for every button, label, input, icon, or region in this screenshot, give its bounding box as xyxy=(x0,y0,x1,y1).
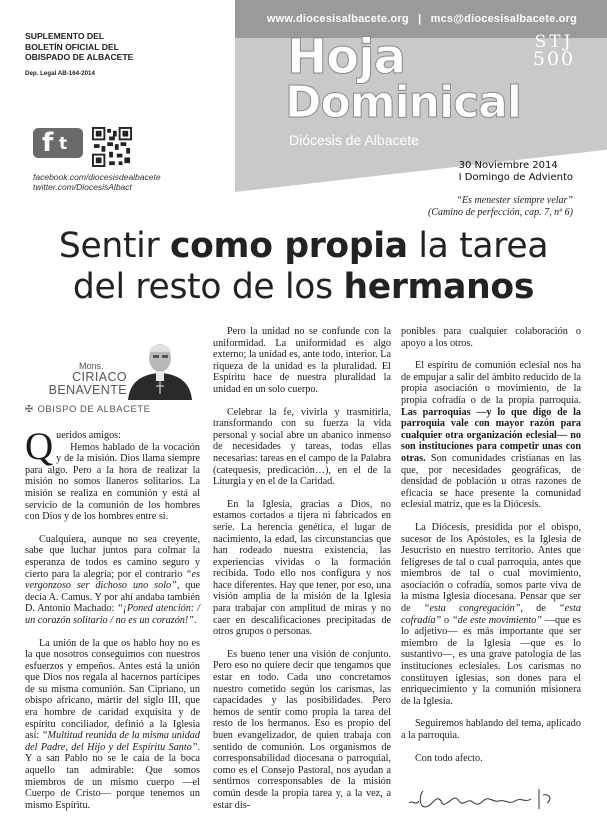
greeting-paragraph xyxy=(25,425,200,523)
paragraph-italic: “es vergonzoso ser dichoso uno solo” xyxy=(25,568,200,592)
teresa-quote xyxy=(428,195,573,219)
article-column-3 xyxy=(401,326,581,775)
author-prefix: Mons. xyxy=(79,361,104,371)
website-link[interactable]: www.diocesisalbacete.org xyxy=(266,13,409,25)
paragraph-text: La unión de la que os hablo hoy no es la que nosotros conseguimos con nuestros esfuerzos y empeños. Antes está la unión que Dios nos regala al hacernos partícipes de su misma comunión. San Cipriano, un obispo africano, mártir del siglo III, que era hombre de caridad exquisita y de espíritu conciliador, definió a la Iglesia así: xyxy=(25,637,200,742)
paragraph: ponibles para cualquier colaboración o apoyo a los otros. xyxy=(401,326,581,349)
headline-part: Sentir xyxy=(58,226,170,266)
paragraph xyxy=(25,534,200,627)
twitter-icon[interactable]: t xyxy=(59,134,68,154)
paragraph-text: Son comunidades cristianas en las que, por necesidades geográficas, de densidad de población u otras razones de eficacia se hace presente la comunidad eclesial matriz, que es la Diócesis. xyxy=(401,452,581,511)
paragraph-text: . xyxy=(193,614,197,626)
paragraph xyxy=(401,522,581,708)
paragraph-text: —que es lo adjetivo— es más importante que ser miembro de la Iglesia —que es lo sustantivo—, es una grave patología de las instituciones eclesiales. Los carismas no constituyen iglesias, son dones para el enriquecimiento y la comunión misionera de la Iglesia. xyxy=(401,614,581,707)
headline-line-2 xyxy=(10,267,597,308)
author-first-name: CIRIACO xyxy=(72,370,127,384)
supplement-block xyxy=(25,31,225,79)
supplement-line-3: OBISPADO DE ALBACETE xyxy=(25,52,134,62)
author-role xyxy=(25,404,200,415)
article-column-1 xyxy=(25,425,200,822)
paragraph-text: . Y a san Pablo no se le caía de la boca aquello tan admirable: Que somos miembros de un mismo cuerpo —el Cuerpo de Cristo— porque tenemos un mismo Espíritu. xyxy=(25,741,200,811)
bishop-photo xyxy=(120,336,200,400)
signature xyxy=(405,785,575,811)
drop-cap: Q xyxy=(25,425,54,468)
twitter-link[interactable]: twitter.com/DiocesisAlbact xyxy=(33,182,132,192)
stj-logo-number: 500 xyxy=(532,48,576,70)
paragraph: Con todo afecto. xyxy=(415,752,483,764)
top-links xyxy=(267,13,577,25)
paragraph: Celebrar la fe, vivirla y trasmitirla, transformando con su fuerza la vida personal y social abre un abanico inmenso de necesidades y tareas, todas ellas necesarias: tareas en el campo de la Palabra (catequesis, predicación…), en el de la Liturgia y en el de la Caridad. xyxy=(213,406,391,488)
paragraph-text: , de xyxy=(520,603,559,615)
author-name xyxy=(47,371,127,397)
legal-deposit: Dep. Legal AB-164-2014 xyxy=(25,69,95,77)
link-separator: | xyxy=(418,13,422,25)
qr-code-icon xyxy=(91,127,133,167)
paragraph-text: o xyxy=(441,614,452,626)
greeting-text: ueridos amigos: xyxy=(56,430,121,441)
stj-500-logo xyxy=(524,34,584,68)
author-role-text: OBISPO DE ALBACETE xyxy=(37,404,151,415)
author-last-name: BENAVENTE xyxy=(48,383,127,397)
paragraph xyxy=(25,638,200,812)
quote-text: “Es menester siempre velar” xyxy=(456,195,573,206)
paragraph-text: El espíritu de comunión eclesial nos ha de empujar a salir del ámbito reducido de la propia asociación o movimiento, de la propia cofradía o de la propia parroquia. xyxy=(401,360,581,406)
masthead-title-hoja: Hoja xyxy=(287,29,405,85)
paragraph-text: , que decía A. Camus. Y por ahí andaba también D. Antonio Machado: xyxy=(25,580,200,615)
paragraph-text: Hemos hablado de la vocación y de la misión. Dios llama siempre para algo. Pero a la hora de realizar la misión no somos llaneros solitarios. La misión se realiza en comunión y está al servicio de la comunión de los hombres con Dios y de los hombres entre sí. xyxy=(25,441,200,523)
email-link[interactable]: mcs@diocesisalbacete.org xyxy=(430,13,577,25)
quote-source: (Camino de perfección, cap. 7, nº 6) xyxy=(427,207,573,218)
paragraph-italic: “esta congregación” xyxy=(423,603,521,615)
paragraph: Seguiremos hablando del tema, aplicado a la parroquia. xyxy=(401,718,581,741)
paragraph-text: Cualquiera, aunque no sea creyente, sabe que luchar juntos para colmar la esperanza de todos es camino seguro y cierto para la alegría; por el contrario xyxy=(25,533,200,580)
supplement-line-1: SUPLEMENTO DEL xyxy=(25,31,105,41)
cross-icon: ✠ xyxy=(25,404,34,415)
social-links xyxy=(33,172,161,192)
facebook-link[interactable]: facebook.com/diocesisdealbacete xyxy=(33,172,161,182)
paragraph xyxy=(401,360,581,511)
paragraph-bold: Las parroquias —y lo que digo de la parroquia vale con mayor razón para cualquier otra organización eclesial— no son instituciones para competir unas con otras. xyxy=(401,406,581,464)
paragraph: En la Iglesia, gracias a Dios, no estamos cortados a tijera ni fabricados en serie. La herencia genética, el lugar de nacimiento, la edad, las circunstancias que han rodeado nuestra existencia, las experiencias vividas o la formación recibida. Todo ello nos configura y nos hace diferentes. Hay que tener, por eso, una visión amplia de la misión de la Iglesia para trabajar con amplitud de miras y no caer en descalificaciones precipitadas de otros grupos o personas. xyxy=(213,498,391,638)
masthead-subtitle: Diócesis de Albacete xyxy=(289,132,419,148)
issue-date-block xyxy=(459,160,573,184)
paragraph-italic: “esta cofradía” xyxy=(401,603,581,626)
paragraph: Pero la unidad no se confunde con la uniformidad. La uniformidad es algo externo; la unidad es, ante todo, interior. La riqueza de la unidad es la pluralidad. El Espíritu hace de nuestra pluralidad la unidad en un solo cuerpo. xyxy=(213,326,391,395)
article-column-2 xyxy=(213,326,391,822)
headline-part: del resto de los xyxy=(72,267,344,307)
headline-bold-part: hermanos xyxy=(343,267,535,307)
issue-date: 30 Noviembre 2014 xyxy=(458,160,558,171)
article-headline xyxy=(10,226,597,308)
paragraph-italic: “¡Poned atención: / un corazón solitario / no es un corazón!” xyxy=(25,603,200,626)
liturgical-day: I Domingo de Adviento xyxy=(458,172,573,183)
headline-bold-part: como propia xyxy=(170,226,408,266)
facebook-icon[interactable]: f xyxy=(42,128,54,158)
social-icons[interactable] xyxy=(33,128,83,158)
paragraph-text: La Diócesis, presidida por el obispo, sucesor de los Apóstoles, es la Iglesia de Jesucristo en nuestro territorio. Antes que feligreses de tal o cual parroquia, antes que miembros de tal o cual movimiento, asociación o cofradía, somos parte viva de la misma Iglesia diocesana. Pensar que ser de xyxy=(401,521,581,615)
headline-line-1 xyxy=(10,226,597,267)
paragraph-italic: “Multitud reunida de la misma unidad del Padre, del Hijo y del Espíritu Santo” xyxy=(25,730,200,753)
stj-logo-text: STJ xyxy=(534,32,574,52)
headline-part: la tarea xyxy=(407,226,549,266)
paragraph-italic: “de este movimiento” xyxy=(451,614,542,626)
masthead-title-dominical: Dominical xyxy=(285,77,521,128)
supplement-line-2: BOLETÍN OFICIAL DEL xyxy=(25,41,119,52)
paragraph: Es bueno tener una visión de conjunto. Pero eso no quiere decir que tengamos que estar en todo. Cada uno concretamos nuestro cometido según los carismas, las capacidades y las posibilidades. Pero hemos de sentir como propia la tarea del resto de los hermanos. Eso es propio del buen evangelizador, de quien trabaja con sentido de comunión. Los organismos de corresponsabilidad diocesana o parroquial, como es el Consejo Pastoral, nos ayudan a sentirnos corresponsables de la misión común desde la propia tarea y, a la vez, a estar dis- xyxy=(213,648,391,811)
